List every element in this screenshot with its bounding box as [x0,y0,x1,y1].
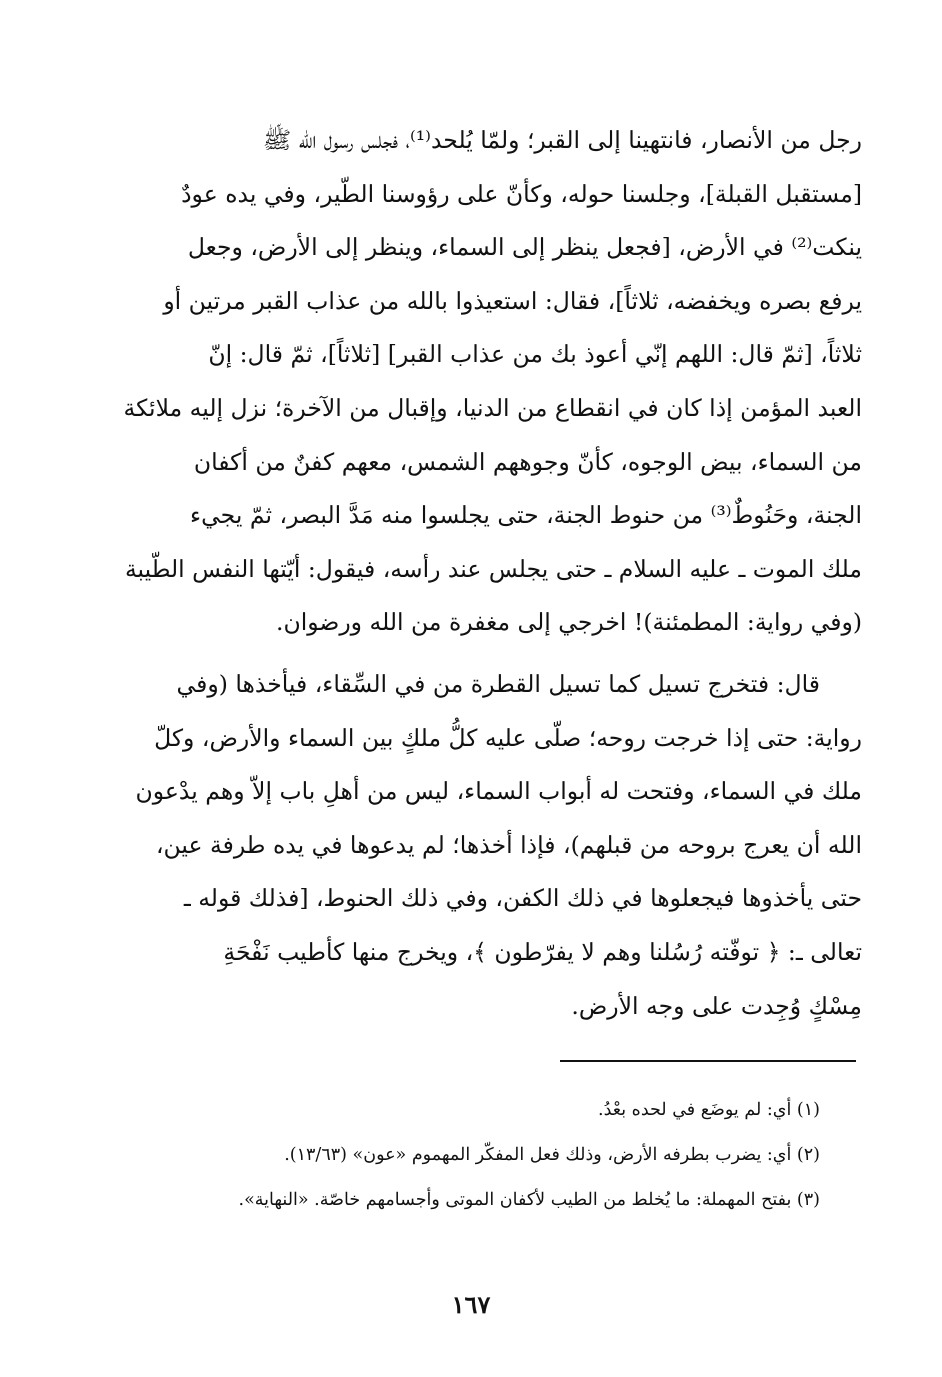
footnote-separator [560,1060,856,1062]
main-text [88,114,862,1033]
footnote-1: (١) أي: لم يوضَع في لحده بعْدُ. [598,1100,820,1120]
text-line: ثلاثاً، [ثمّ قال: اللهم إنّي أعوذ بك من عذاب القبر] [ثلاثاً]، ثمّ قال: إنّ [208,340,862,369]
footnote-3: (٣) بفتح المهملة: ما يُخلط من الطيب لأكفان الموتى وأجسامهم خاصّة. «النهاية». [238,1190,820,1210]
text-line: قال: فتخرج تسيل كما تسيل القطرة من في السِّقاء، فيأخذها (وفي [176,669,820,698]
text-line: ملك الموت ـ عليه السلام ـ حتى يجلس عند رأسه، فيقول: أيّتها النفس الطّيبة [124,554,862,583]
text-line: رواية: حتى إذا خرجت روحه؛ صلّى عليه كلُّ ملكٍ بين السماء والأرض، وكلّ [154,723,862,752]
text-line: يرفع بصره ويخفضه، ثلاثاً]، فقال: استعيذوا بالله من عذاب القبر مرتين أو [163,286,862,315]
text-line: حتى يأخذوها فيجعلوها في ذلك الكفن، وفي ذلك الحنوط، [فذلك قوله ـ [183,884,862,913]
text-line: ينكت⁽²⁾ في الأرض، [فجعل ينظر إلى السماء، وينظر إلى الأرض، وجعل [187,233,862,262]
paragraph-1 [88,114,862,650]
text-line: رجل من الأنصار، فانتهينا إلى القبر؛ ولمّا يُلحد⁽¹⁾، فجلس رسول الله ﷺ [262,126,862,154]
text-line: مِسْكٍ وُجِدت على وجه الأرض. [571,991,862,1020]
text-line: العبد المؤمن إذا كان في انقطاع من الدنيا، وإقبال من الآخرة؛ نزل إليه ملائكة [123,393,862,422]
text-line: [مستقبل القبلة]، وجلسنا حوله، وكأنّ على رؤوسنا الطّير، وفي يده عودٌ [181,179,862,208]
footnotes [100,1088,820,1223]
text-line: (وفي رواية: المطمئنة)! اخرجي إلى مغفرة من الله ورضوان. [275,608,862,637]
paragraph-2 [88,658,862,1033]
footnote-2: (٢) أي: يضرب بطرفه الأرض، وذلك فعل المفكّر المهموم «عون» (١٣/٦٣). [284,1145,820,1165]
text-line: الجنة، وحَنُوطٌ⁽³⁾ من حنوط الجنة، حتى يجلسوا منه مَدَّ البصر، ثمّ يجيء [190,501,862,530]
text-line: الله أن يعرج بروحه من قبلهم)، فإذا أخذها؛ لم يدعوها في يده طرفة عين، [155,830,862,859]
text-line: من السماء، بيض الوجوه، كأنّ وجوههم الشمس، معهم كفنٌ من أكفان [193,447,862,476]
page-number: ١٦٧ [451,1290,491,1319]
text-line: تعالى ـ: ﴿ توفّته رُسُلنا وهم لا يفرّطون ﴾، ويخرج منها كأطيب نَفْحَةِ [223,937,862,966]
text-line: ملك في السماء، وفتحت له أبواب السماء، ليس من أهلِ باب إلاّ وهم يدْعون [135,777,862,806]
